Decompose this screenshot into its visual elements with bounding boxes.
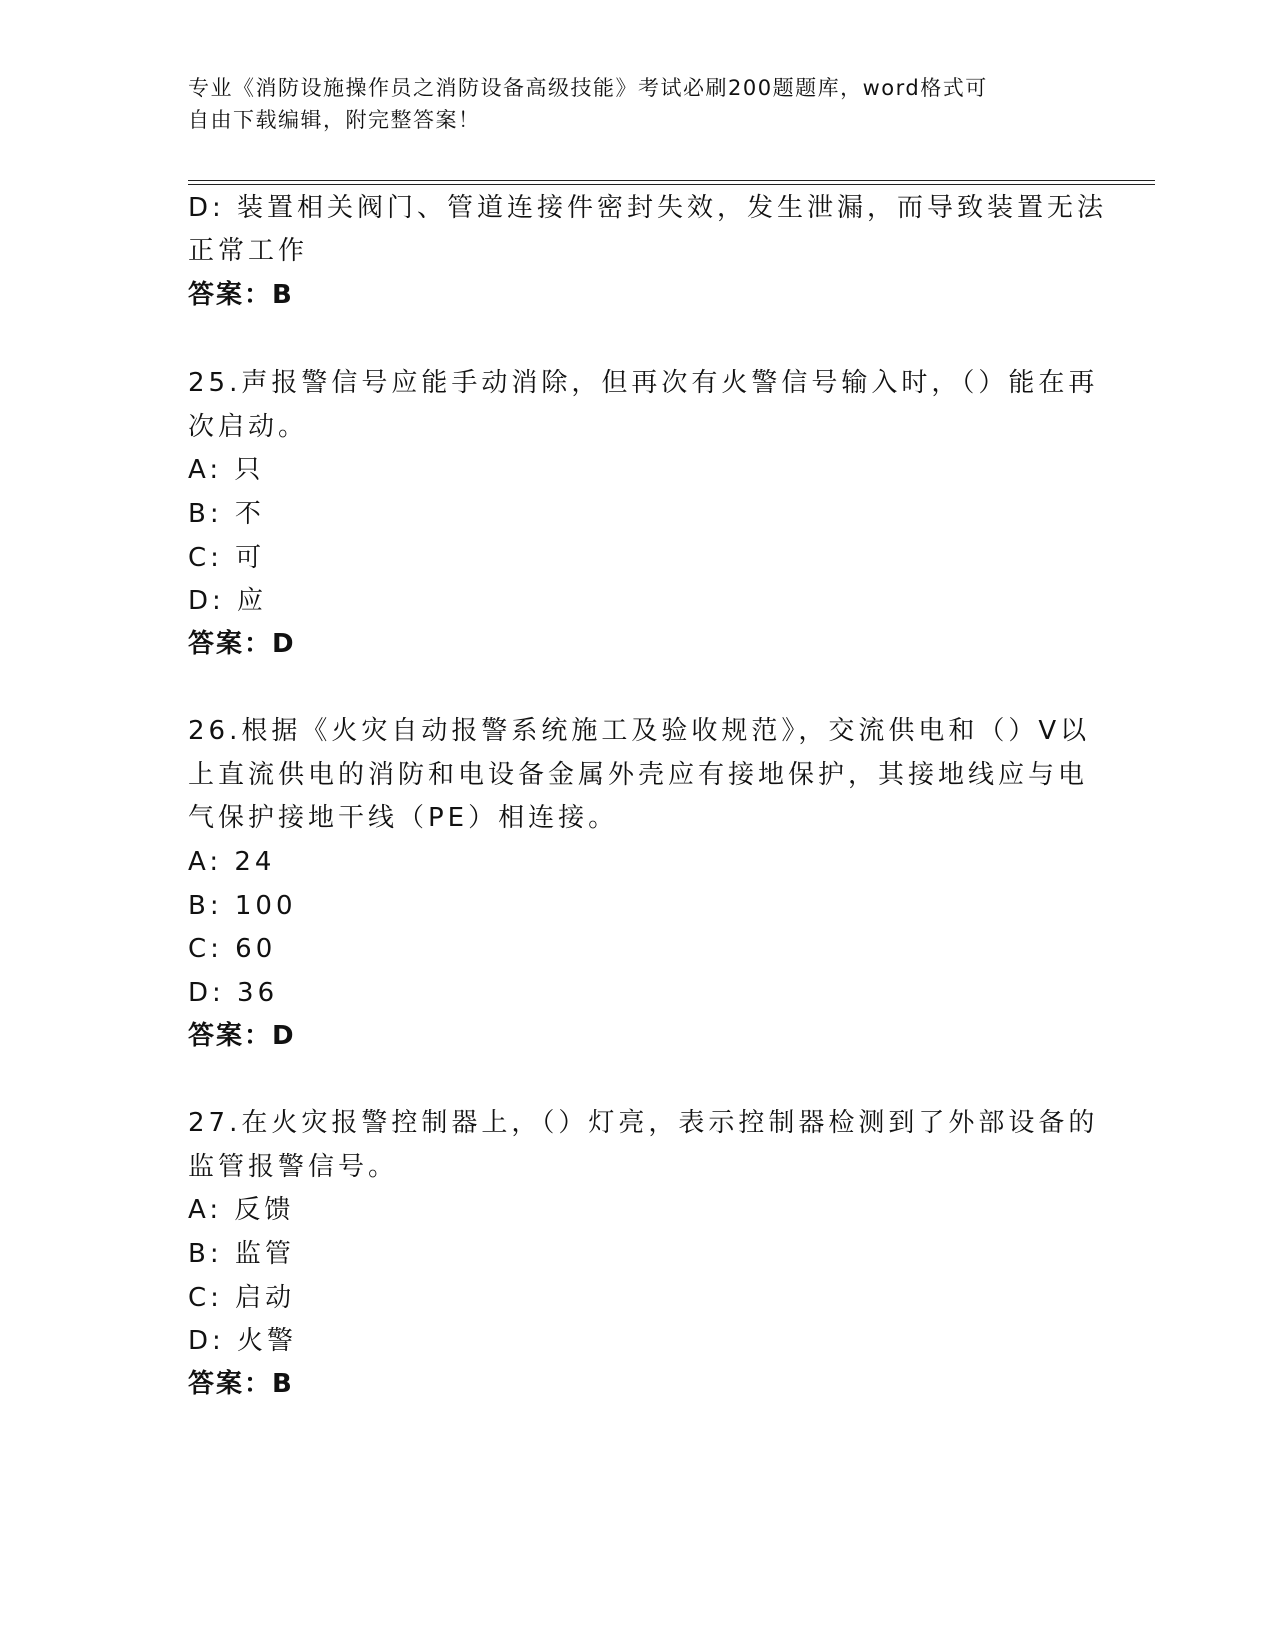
q26-option-d: D: 36 <box>188 978 279 1008</box>
q27-text-line-1: 27.在火灾报警控制器上，（）灯亮，表示控制器检测到了外部设备的 <box>188 1108 1099 1138</box>
q26-option-a: A: 24 <box>188 847 276 877</box>
prev-answer: 答案：B <box>188 280 294 310</box>
prev-option-d-line-1: D: 装置相关阀门、管道连接件密封失效，发生泄漏，而导致装置无法 <box>188 193 1108 223</box>
header-line-1: 专业《消防设施操作员之消防设备高级技能》考试必刷200题题库，word格式可 <box>188 76 988 100</box>
q27-answer: 答案：B <box>188 1369 294 1399</box>
q25-text-line-2: 次启动。 <box>188 412 309 442</box>
q27-text-line-2: 监管报警信号。 <box>188 1152 399 1182</box>
q25-answer: 答案：D <box>188 629 296 659</box>
q26-text-line-3: 气保护接地干线（PE）相连接。 <box>188 803 619 833</box>
q26-option-b: B: 100 <box>188 891 297 921</box>
q27-option-d: D: 火警 <box>188 1326 298 1356</box>
q27-option-a: A: 反馈 <box>188 1195 295 1225</box>
q27-option-c: C: 启动 <box>188 1283 296 1313</box>
q25-option-d: D: 应 <box>188 586 268 616</box>
header-line-2: 自由下载编辑，附完整答案！ <box>188 108 481 132</box>
prev-option-d-line-2: 正常工作 <box>188 236 309 266</box>
q27-option-b: B: 监管 <box>188 1239 295 1269</box>
q26-text-line-2: 上直流供电的消防和电设备金属外壳应有接地保护，其接地线应与电 <box>188 760 1089 790</box>
q26-text-line-1: 26.根据《火灾自动报警系统施工及验收规范》，交流供电和（）V以 <box>188 716 1091 746</box>
q25-option-a: A: 只 <box>188 455 265 485</box>
q26-answer: 答案：D <box>188 1021 296 1051</box>
q25-option-c: C: 可 <box>188 543 266 573</box>
q25-text-line-1: 25.声报警信号应能手动消除，但再次有火警信号输入时，（）能在再 <box>188 368 1099 398</box>
header-rule-top <box>188 180 1155 181</box>
document-header <box>188 72 1068 136</box>
q26-option-c: C: 60 <box>188 934 277 964</box>
q25-option-b: B: 不 <box>188 499 265 529</box>
